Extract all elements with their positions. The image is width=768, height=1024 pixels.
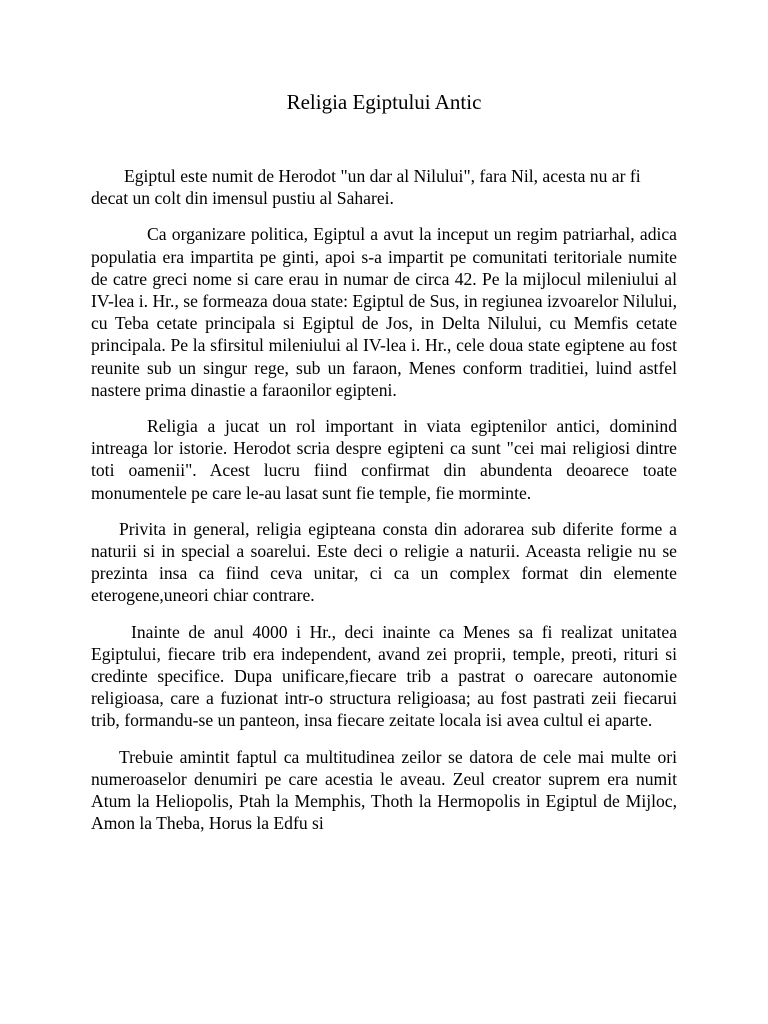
- document-body: [91, 165, 677, 848]
- paragraph-3: Religia a jucat un rol important in viata egiptenilor antici, dominind intreaga lor istorie. Herodot scria despre egipteni ca sunt "cei mai religiosi dintre toti oamenii". Acest lucru fiind confirmat din abundenta deoarece toate monumentele pe care le-au lasat sunt fie temple, fie morminte.: [91, 416, 677, 503]
- paragraph-6: Trebuie amintit faptul ca multitudinea zeilor se datora de cele mai multe ori numeroaselor denumiri pe care acestia le aveau. Zeul creator suprem era numit Atum la Heliopolis, Ptah la Memphis, Thoth la Hermopolis in Egiptul de Mijloc, Amon la Theba, Horus la Edfu si: [91, 746, 677, 834]
- paragraph-1: Egiptul este numit de Herodot "un dar al Nilului", fara Nil, acesta nu ar fi decat un colt din imensul pustiu al Saharei.: [91, 166, 641, 209]
- paragraph-4: Privita in general, religia egipteana consta din adorarea sub diferite forme a naturii si in special a soarelui. Este deci o religie a naturii. Aceasta religie nu se prezinta insa ca fiind ceva unitar, ci ca un complex format din elemente eterogene,uneori chiar contrare.: [91, 518, 677, 606]
- document-title: Religia Egiptului Antic: [286, 90, 482, 114]
- paragraph-2: Ca organizare politica, Egiptul a avut la inceput un regim patriarhal, adica populatia era impartita pe ginti, apoi s-a impartit pe comunitati teritoriale numite de catre greci nome si care erau in numar de circa 42. Pe la mijlocul mileniului al IV-lea i. Hr., se formeaza doua state: Egiptul de Sus, in regiunea izvoarelor Nilului, cu Teba cetate principala si Egiptul de Jos, in Delta Nilului, cu Memfis cetate principala. Pe la sfirsitul mileniului al IV-lea i. Hr., cele doua state egiptene au fost reunite sub un singur rege, sub un faraon, Menes conform traditiei, luind astfel nastere prima dinastie a faraonilor egipteni.: [91, 224, 677, 400]
- paragraph-5: Inainte de anul 4000 i Hr., deci inainte ca Menes sa fi realizat unitatea Egiptului, fiecare trib era independent, avand zei proprii, temple, preoti, rituri si credinte specifice. Dupa unificare,fiecare trib a pastrat o oarecare autonomie religioasa, care a fuzionat intr-o structura religioasa; au fost pastrati zeii fiecarui trib, formandu-se un panteon, insa fiecare zeitate locala isi avea cultul ei aparte.: [91, 621, 677, 731]
